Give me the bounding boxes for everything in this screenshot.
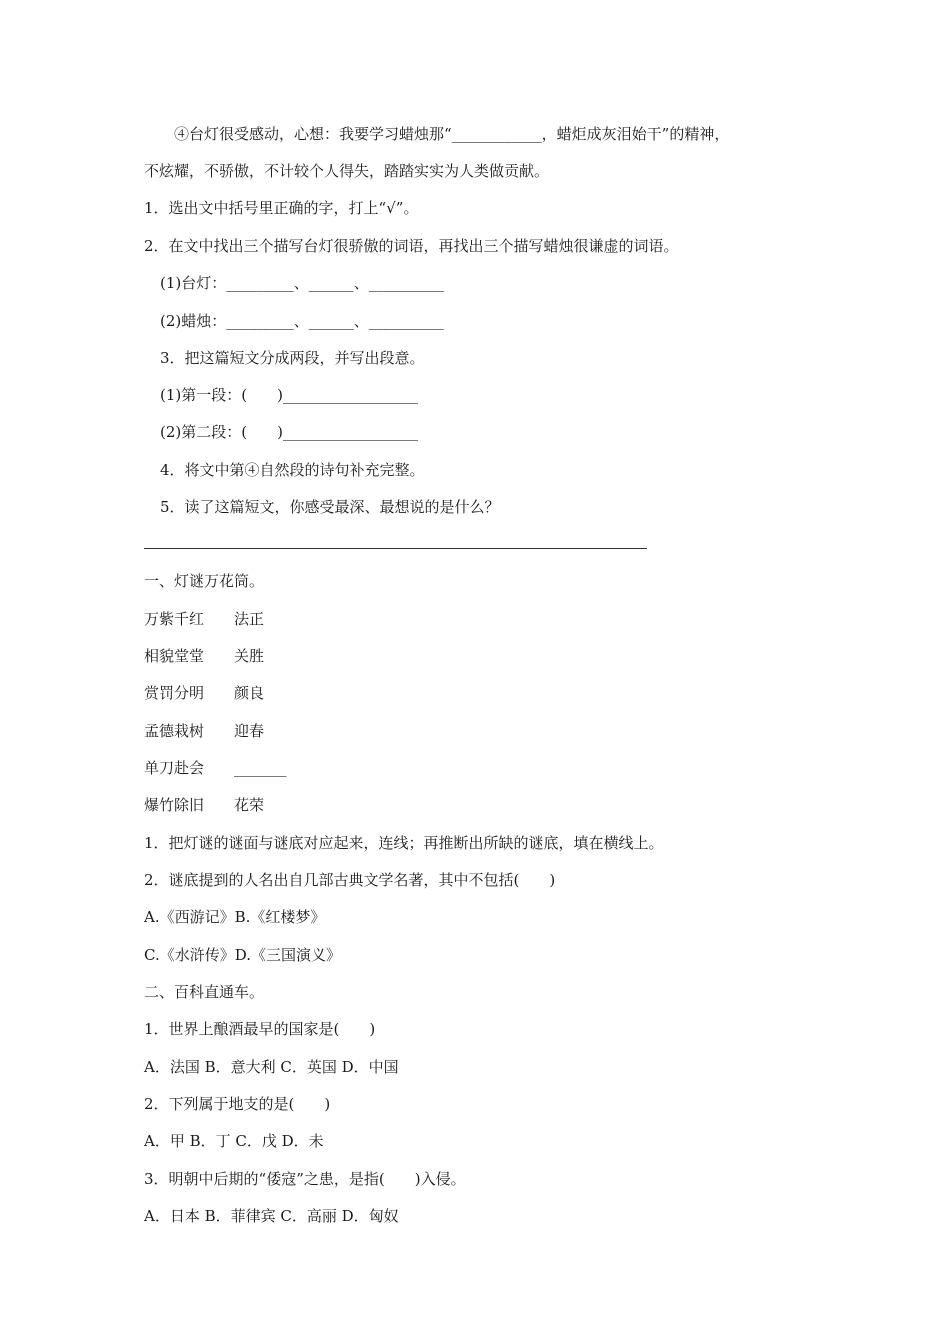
section-heading: 二、百科直通车。 bbox=[144, 983, 265, 1001]
text-line: 1．世界上酿酒最早的国家是( ) bbox=[144, 1020, 376, 1038]
text-line: 1．选出文中括号里正确的字，打上“√”。 bbox=[144, 199, 419, 217]
text-line: 3．把这篇短文分成两段，并写出段意。 bbox=[160, 349, 425, 367]
text-line: (2)第二段：( )__________________ bbox=[160, 423, 418, 441]
text-line: 不炫耀，不骄傲，不计较个人得失，踏踏实实为人类做贡献。 bbox=[144, 162, 550, 180]
section-heading: 一、灯谜万花筒。 bbox=[144, 572, 265, 590]
riddle-row: 相貌堂堂 关胜 bbox=[144, 647, 265, 665]
answer-options: A．法国 B．意大利 C．英国 D．中国 bbox=[144, 1058, 399, 1076]
answer-options: C.《水浒传》D.《三国演义》 bbox=[144, 946, 341, 964]
riddle-row: 赏罚分明 颜良 bbox=[144, 684, 265, 702]
answer-rule bbox=[144, 548, 647, 549]
text-line: 4．将文中第④自然段的诗句补充完整。 bbox=[160, 461, 425, 479]
answer-options: A.《西游记》B.《红楼梦》 bbox=[144, 908, 326, 926]
riddle-row: 爆竹除旧 花荣 bbox=[144, 796, 265, 814]
text-line: 2．在文中找出三个描写台灯很骄傲的词语，再找出三个描写蜡烛很谦虚的词语。 bbox=[144, 237, 679, 255]
text-line: 2．谜底提到的人名出自几部古典文学名著，其中不包括( ) bbox=[144, 871, 556, 889]
text-line: (1)台灯：_________、______、__________ bbox=[160, 274, 444, 292]
riddle-row: 单刀赴会 _______ bbox=[144, 759, 287, 777]
text-line: ④台灯很受感动，心想：我要学习蜡烛那“____________，蜡炬成灰泪始干”的精神， bbox=[174, 125, 730, 143]
text-line: 5．读了这篇短文，你感受最深、最想说的是什么？ bbox=[160, 498, 500, 516]
answer-options: A．日本 B．菲律宾 C．高丽 D．匈奴 bbox=[144, 1207, 399, 1225]
text-line: (1)第一段：( )__________________ bbox=[160, 386, 418, 404]
answer-options: A．甲 B．丁 C．戊 D．未 bbox=[144, 1132, 324, 1150]
text-line: 2．下列属于地支的是( ) bbox=[144, 1095, 331, 1113]
riddle-row: 万紫千红 法正 bbox=[144, 610, 265, 628]
text-line: 3．明朝中后期的“倭寇”之患，是指( )入侵。 bbox=[144, 1170, 466, 1188]
text-line: 1．把灯谜的谜面与谜底对应起来，连线；再推断出所缺的谜底，填在横线上。 bbox=[144, 834, 664, 852]
riddle-row: 孟德栽树 迎春 bbox=[144, 722, 265, 740]
text-line: (2)蜡烛：_________、______、__________ bbox=[160, 312, 444, 330]
